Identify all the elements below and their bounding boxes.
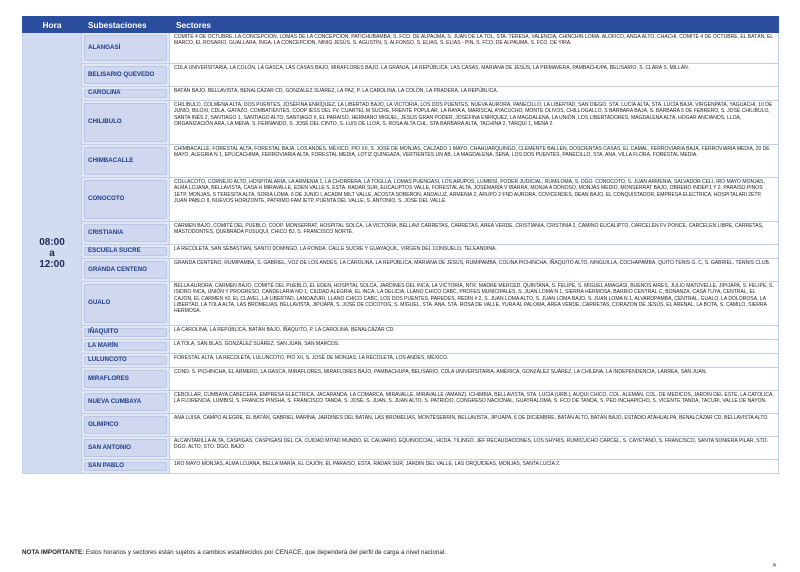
subestacion-name: IÑAQUITO — [84, 328, 167, 337]
important-note — [22, 549, 446, 556]
sectores-cell: FORESTAL ALTA, LA RECOLETA, LULUNCOTO, PIO XII, S. JOSÉ DE MONJAS, LA RECOLETA, LOS ANDES, MÉXICO. — [170, 354, 779, 368]
subestacion-cell — [82, 33, 170, 64]
subestacion-name: CRISTIANIA — [84, 224, 167, 242]
note-label: NOTA IMPORTANTE: — [22, 549, 85, 556]
table-row — [23, 437, 779, 460]
hora-end: 12:00 — [39, 258, 65, 270]
sectores-cell: CDLA UNIVERSITARIA, LA COLÓN, LA GASCA, LAS CASAS BAJO, MIRAFLORES BAJO, LA GRANJA, LA REPÚBLICA, LAS CASAS, MARIANA DE JESÚS, LA PRIMAVERA, PAMBACHUPA, BELISARIO, S. CLARA S. MILLÁN. — [170, 64, 779, 87]
table-row — [23, 145, 779, 178]
table-row — [23, 64, 779, 87]
subestacion-name: GRANDA CENTENO — [84, 261, 167, 279]
subestacion-name: LULUNCOTO — [84, 356, 167, 365]
header-hora: Hora — [23, 17, 82, 33]
corner-mark-icon: ✕ — [772, 563, 778, 569]
sectores-cell: LA RECOLETA, SAN SEBASTIAN, SANTO DOMINGO, LA RONDA, CALLE SUCRE Y GUAYAQUIL, VIRGEN DEL CONSUELO, TELEANDINA. — [170, 245, 779, 259]
subestacion-cell — [82, 326, 170, 340]
subestacion-name: OLIMPICO — [84, 416, 167, 434]
sectores-cell: COLLACOTO, CORNEJO ALTO, HOSPITALARIA, LA ARMENIA 1, LA CHORRERA, LA TOGLLA, LOMAS PUENGASI, LOS ARUPOS, LUMBISÍ, PODER JUDICIAL, RUMILOMA, S. DGO. CONOCOTO, S. JUAN ARMENIA, SALVADOR CELI, IRO MAYO MONJAS, ALMA LOJANA, BELLAVISTA, CASA H MIRAVALLE, EDEN VALLE S, ESTA. RADAR SUR, EUCALIPTOS VALLE, FORESTAL ALTA, JOSÉMARÍA V IBARRA, MONJA A DONOSO, MONJAS MEDIO, MONSERRAT BAJO, OBRERO INDEP.1 Y 2, PARAISO PINOS 1ETP, MONJAS, S TERESITA ALTA, SORIA LOMA, 6 DE JUNIO I, ACADM MILT VALLE, ACOSTA SOBERON, ANDALUZ, ARMENIA 2, ARUPO 2 FND AURORA, COVICENDES, DEAN BAJO, EL CONQUISTADOR, EMPRESA ELECTRICA, HOSPITALARI 2ETP, JUAN PABLO II, NUEVOS HORIZONTE, PATRIMO FAM IETP, PUENTA DEL VALLE, S. ANTONIO, S. JOSÉ DEL VALLE. — [170, 178, 779, 222]
sectores-cell: BELLA AURORA, CARMEN BAJO, COMITÉ DEL PUEBLO, EL EDEN, HOSPITAL SOLCA, JARDINES DEL INCA, LA VICTORIA, NTR. MADRE MERCED, QUINTANA, S. FELIPE, S. MIGUEL AMAGASI, BUENOS AIRES, JULIO MATOVELLE, JIPIJAPA, S. FELIPE, S. ISIDRO INCA, UNIÓN Y PROGRESO. CANDELARIA NO 1, CIUDAD ALEGRIA, EL INCA, LA DELICIA, LLANO CHICO CABC, PROFES MUNICIPALES, S. JUAN LOMA N 1, SIERRA HERMOSA, BARRIO CENTRAL C, BONANZA, CASA TUYA, CENTRAL, EL CAJON, EL CARMEN #2, EL CLAVEL, LA LIBERTAD, LANDAZURI, LLANO CHICO CABC, LOS DOS PUENTES, PAREDES, REDIN # 2, S. JUAN LOMA ALTO, S. JUAN LOMA BAJO, S. JUAN LOMA N 1, ALVAROPAMBA, CENTRAL, GUALO, LA DOLOROSA, LA LIBERTAD, LA TOLA ALTA, LAS BROMELIAS, BELLAVISTA, JIPIJAPA, S. JOSÉ DE COCOTOG, S. MIGUEL, STA. ANA, STA. ROSA DE VALLE, YURA AL PALOMA, AREA VERDE, CARRETAS, CORAZON DE JESÚS, EL ARENAL, LA BOTA, S. CAMILO, SIERRA HERMOSA. — [170, 282, 779, 326]
sectores-cell: ANA LUISA, CAMPO ALEGRE, EL BATÁN, GABRIEL MARÍNA, JARDINES DEL BATÁN, LAS BROMELIAS, MONTESERRIN, BELLAVISTA, JIPIJAPA, 6 DE DICIEMBRE, BATÁN ALTO, BATÁN BAJO, ESTADIO ATAHUALPA, BENALCÁZAR CD, BELLAVISTA ALTO. — [170, 414, 779, 437]
sectores-cell: 1RO MAYO MONJAS, ALMA LOJANA, BELLA MARÍA, EL CAJÓN, EL PARAISO, ESTA. RADAR SUR, JARDIN DEL VALLE, LAS ORQUIDEAS, MONJAS, SANTA LUCÍA 2. — [170, 460, 779, 474]
table-row — [23, 259, 779, 282]
header-subestaciones: Subestaciones — [82, 17, 170, 33]
table-row — [23, 245, 779, 259]
schedule-table — [22, 16, 779, 474]
hora-sep: a — [49, 247, 55, 259]
subestacion-cell — [82, 282, 170, 326]
subestacion-name: CONOCOTO — [84, 180, 167, 219]
table-row — [23, 340, 779, 354]
table-row — [23, 354, 779, 368]
subestacion-cell — [82, 340, 170, 354]
subestacion-name: SAN PABLO — [84, 462, 167, 471]
subestacion-cell — [82, 460, 170, 474]
table-row — [23, 87, 779, 101]
table-row — [23, 460, 779, 474]
subestacion-cell — [82, 87, 170, 101]
subestacion-name: SAN ANTONIO — [84, 439, 167, 457]
subestacion-name: BELISARIO QUEVEDO — [84, 66, 167, 84]
hora-cell — [23, 33, 82, 474]
subestacion-cell — [82, 391, 170, 414]
subestacion-cell — [82, 101, 170, 145]
subestacion-cell — [82, 414, 170, 437]
sectores-cell: CEBOLLAR, CUMBAYA CABECERA, EMPRESA ELECTRICA, JACARANDA, LA COMARCA, MIRAVALLE, MIRAVALLE (AMANZ), ICHIMBIA, BELLAVISTA, STA. LUCÍA (URB.), AUQUI CHICO, COL. ALEMÁN, COL. DE MEDICOS, JARDIN DEL ESTE, LA CATOLICA, LA FLORENCIA, LUMBISÍ, S. FRANCIS PINSHA, S. FRANCISCO TANDA, S. JOSÉ, S. JUAN, S. JUAN ALTO, S. PATRICIO, CONGRESO NACIONAL, GUAYRALOMA, S. FCO DE TANDA, S. PED INCHAPICHO, S. VICENTE TANDA, TACURI, VALLE DE NAYON. — [170, 391, 779, 414]
subestacion-name: CAROLINA — [84, 89, 167, 98]
subestacion-cell — [82, 245, 170, 259]
note-text: Estos horarios y sectores están sujetos a cambios establecidos por CENACE, que dependerá del perfil de carga a nivel nacional. — [84, 549, 447, 556]
sectores-cell: COND. S. PICHINCHA, EL ARMERO, LA GASCA, MIRAFLORES, MIRAFLORES BAJO, PAMBACHUPA, BELISARIO, CDLA UNIVERSITARIA, AMÉRICA, GONZÁLEZ SUÁREZ, LA CHILENA, LA INDEPENDENCIA, LARREA, SAN JUAN. — [170, 368, 779, 391]
subestacion-name: NUEVA CUMBAYA — [84, 393, 167, 411]
sectores-cell: CARMEN BAJO, COMITÉ DEL PUEBLO, COOP. MONSERRAT, HOSPITAL SOLCA, LA VICTORIA, BELLAVI CARRETAS, CARRETAS, AREA VERDE, CRISTIANIA, CRISTINIA 2, CAMINO EUCALIPTO, CARCELEN FV PONCE, CARCELEN LIBRE, CARRETAS, MASTODONTES, QUEBRADA PUSUQUI, CHICO BJ, S. FRANCISCO NORTE. — [170, 222, 779, 245]
hora-start: 08:00 — [39, 236, 65, 248]
table-row — [23, 282, 779, 326]
sectores-cell: BATÁN BAJO, BELLAVISTA, BENALCÁZAR CD, GONZÁLEZ SUÁREZ, LA PAZ, P. LA CAROLINA, LA COLÓN, LA PRADERA, LA REPÚBLICA. — [170, 87, 779, 101]
table-row — [23, 33, 779, 64]
subestacion-cell — [82, 437, 170, 460]
subestacion-cell — [82, 178, 170, 222]
sectores-cell: GRANDA CENTENO, RUMIPAMBA, S. GABRIEL, VOZ DE LOS ANDES, LA CAROLINA, LA REPÚBLICA, MARIANA DE JESÚS, RUMIPAMBA, COLINA PICHINCHA, IÑAQUITO ALTO, NINGUILLA, COCHAPAMBA, QUITO TENIS G. C, S. GABRIEL, TENNIS CLUB. — [170, 259, 779, 282]
sectores-cell: LA TOLA, SAN BLAS, GONZÁLEZ SUÁREZ, SAN JUAN, SAN MARCOS. — [170, 340, 779, 354]
subestacion-cell — [82, 222, 170, 245]
subestacion-name: CHILIBULO — [84, 103, 167, 142]
subestacion-cell — [82, 368, 170, 391]
subestacion-cell — [82, 145, 170, 178]
subestacion-name: LA MARÍN — [84, 342, 167, 351]
subestacion-name: MIRAFLORES — [84, 370, 167, 388]
subestacion-cell — [82, 259, 170, 282]
table-row — [23, 368, 779, 391]
sectores-cell: ALCANTARILLA ALTA, CASPIGAS, CASPIGASI DEL CA, CUIDAD MITAD MUNDO, EL CALVARIO, EQUINOCCIAL, HCDA. TILINGO, JEF RECAUDACIONES, LOS SHYRIS, RUMICUCHO CARCEL, S. CAYETANO, S. FRANCISCO, SANTA SONIERA PILAR, STO. DGO. ALTO, STO. DGO. BAJO. — [170, 437, 779, 460]
table-row — [23, 222, 779, 245]
table-row — [23, 178, 779, 222]
subestacion-cell — [82, 64, 170, 87]
table-row — [23, 101, 779, 145]
table-row — [23, 391, 779, 414]
table-row — [23, 326, 779, 340]
subestacion-name: ALANGASÍ — [84, 35, 167, 61]
sectores-cell: CHILIBULO, COLMENA ALTA, DOS PUENTES, JOSÉFINA ENRÍQUEZ, LA LIBERTAD BAJO, LA VICTORIA, LOS DOS PUENTES, NUEVA AURORA, PANECILLO, LA LIBERTAD, SAN DIEGO, STA. LUCÍA ALTA, STA. LUCÍA BAJA, VIRGENPATA, YAGUACHI, 10 DE JUNIO, BILOXI, CDLA. GATAZO, COMBATIENTES, COOP IESS DEL FV, CUARTEL M SUCRE, FRENTÉ POPULAR, LA RAYA A, MARISCAL AYACUCHO, MONTE OLIVOS, CHILLOGALLO, S BÁRBARA BAJA, S. BÁRBARA 5 DE FEBRERO, S. JOSÉ CHILIBULO, SANTA INÉS 2, SANTIAGO 1, SANTIAGO ALTO, SANTIAGO II, EL PARAISO, HERMANO MIGUEL, JESÚS GRAN PODER, JOSÉFINA ENRÍQUEZ, LA MAGDALENA, LA UNIÓN, LOS LIBERTADORES, MAGDALENA ALTA, HOGAR ANCIANOS, LLOA, ORGANIZACIÓN ARA, LA MENA, S. FERNANDO, S. JOSÉ DEL CINTO, S. LUIS DE LLOA, S. ROSA ALTA CHL, STA BÁRBARA ALTA, TACHINA 2, TARQUI 1, MENA 2. — [170, 101, 779, 145]
subestacion-name: ESCUELA SUCRE — [84, 247, 167, 256]
header-sectores: Sectores — [170, 17, 779, 33]
sectores-cell: LA CAROLINA, LA REPÚBLICA, BATÁN BAJO, IÑAQUITO, P. LA CAROLINA, BENALCÁZAR CD. — [170, 326, 779, 340]
table-row — [23, 414, 779, 437]
subestacion-name: GUALO — [84, 284, 167, 323]
subestacion-name: CHIMBACALLE — [84, 147, 167, 175]
sectores-cell: CHIMBACALLE, FORESTAL ALTA, FORESTAL BAJA, LOS ANDES, MÉXICO, PIO XII, S. JOSÉ DE MONJAS, CALZADO 1 MAYO, CHAHUARQUINGO, CLEMENTE BALLEN, DOSCIENTAS CASAS, EL CAMAL, FERROVIARIA BAJA, FERROVIARIA MEDIA, 20 DE MAYO, ALEGRIA N 1, EPLICACHIMA, FERROVIARIA ALTA, FORESTAL MEDIA, LOTIZ QUINGAZA, VERTIENTES UN AB, LA MAGDALENA, SENA, LOS DOS PUENTES, PANECILLO, STA. ANA, VILLA FLORA, FORESTAL MEDIA. — [170, 145, 779, 178]
header-row — [23, 17, 779, 33]
sectores-cell: COMITÉ 4 DE OCTUBRE, LA CONCEPCION, LOMAS DE LA CONCEPCION, PATICHUBAMBA, S. FCO. DE ALPAUMA, S. JUAN DE LA TOL, STA. TERESA, VALENCIA, CHINCHIN LOMA, ALOFICO, ANGA ALTO, CHACHI, COMITÉ 4 DE OCTUBRE, EL BATÁN, EL MARCO, EL ROSARIO, GUALLARA, INGA, LA CONCEPCION, NINIG JESÚS, S. AGUSTÍN, S. ALFONSO, S. ELIAS, S. ELIAS - PIN, S. FCO. DE ALPAUMA, S. FCO. DE YIRA. — [170, 33, 779, 64]
subestacion-cell — [82, 354, 170, 368]
